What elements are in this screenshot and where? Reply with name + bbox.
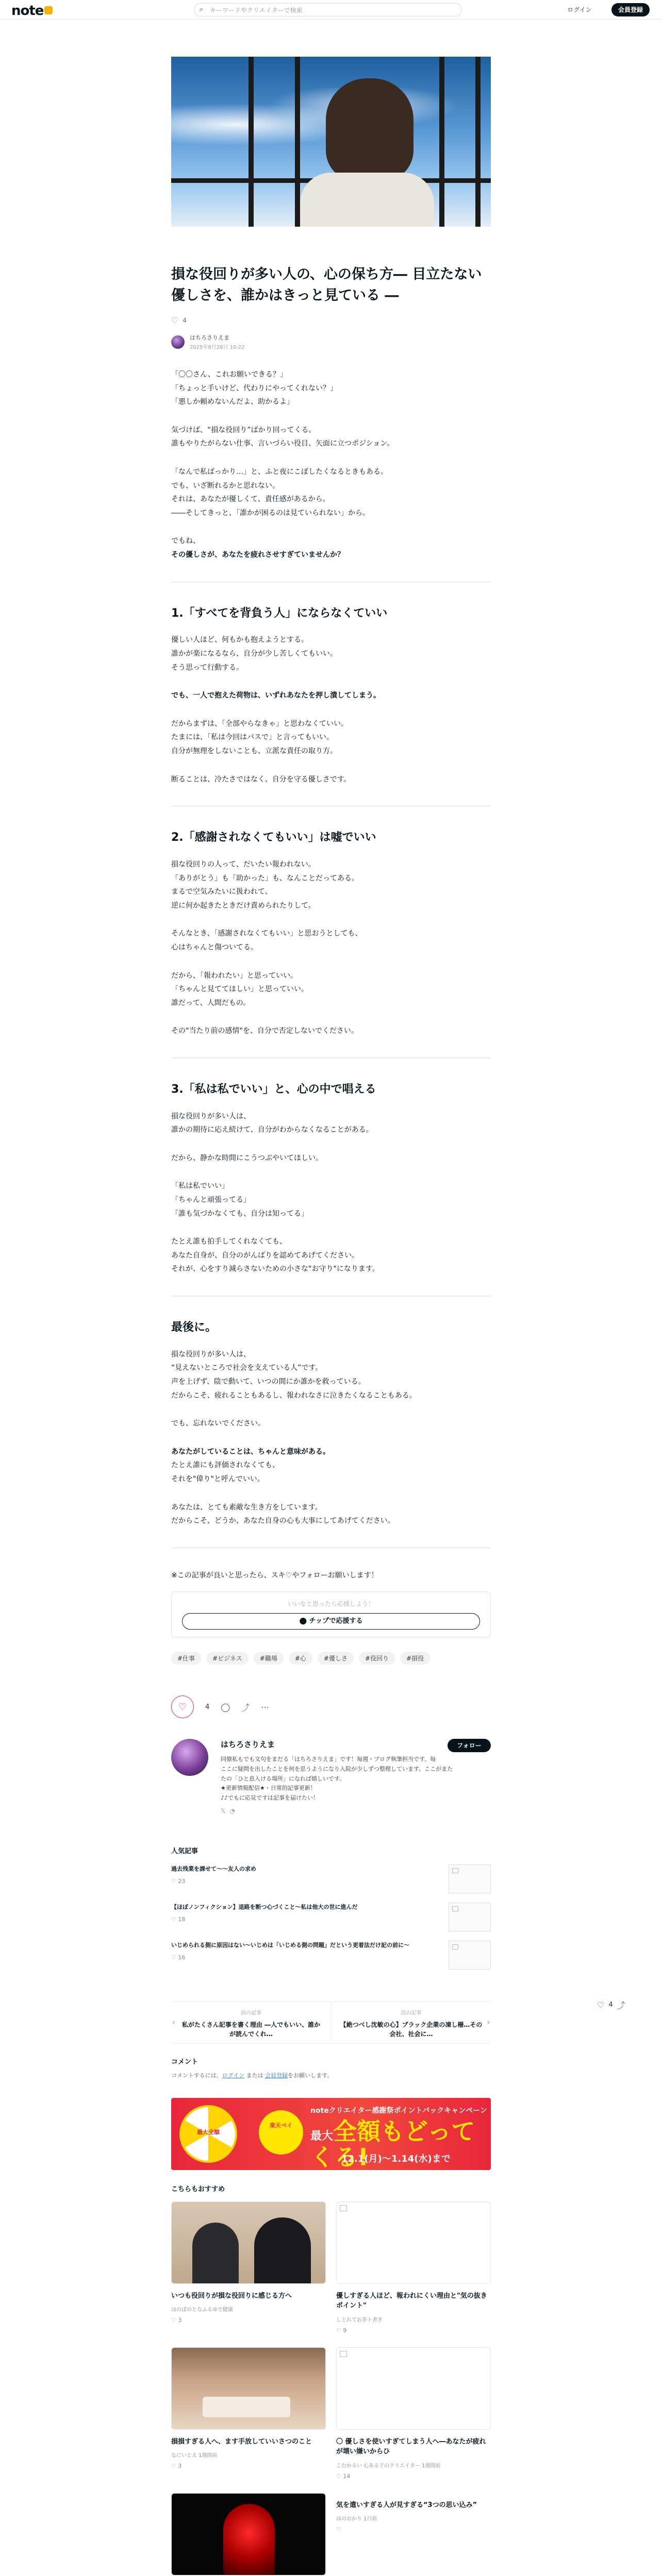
comment-login-link[interactable]: ログイン — [222, 2072, 245, 2079]
login-button[interactable]: ログイン — [567, 6, 592, 13]
thumbnail[interactable] — [449, 1865, 491, 1893]
thumbnail[interactable] — [449, 1941, 491, 1970]
paragraph: でも、一人で抱えた荷物は、いずれあなたを押し潰してしまう。 — [171, 691, 380, 700]
article-card[interactable]: いつも役回りが損な役回りに感じる方へ ほのぼのとなふるゆで健康 ♡ 3 — [171, 2201, 326, 2334]
article — [171, 57, 491, 2576]
heart-icon: ♡ — [171, 1877, 178, 1885]
article-card[interactable]: 〇 優しさを使いすぎてしまう人へ―あなたが疲れが壊い嫌いからひ こむかるい 心ある子のクリエイター 1週間前 ♡ 14 — [336, 2347, 491, 2480]
like-count: 4 — [183, 316, 187, 324]
thumbnail[interactable] — [171, 2347, 326, 2430]
author-profile — [171, 1739, 491, 1814]
section-heading: 最後に。 — [171, 1321, 217, 1334]
paragraph: 断ることは、冷たさではなく、自分を守る優しさです。 — [171, 775, 351, 784]
section-heading: 3.「私は私でいい」と、心の中で唱える — [171, 1082, 376, 1096]
like-row — [171, 315, 491, 325]
list-item[interactable]: いじめられる側に原因はない〜いじめは「いじめる側の問題」だという更着法だけ記の前に〜 ♡ 16 — [171, 1941, 491, 1970]
paragraph: だから、「報われたい」と思っていい。 「ちゃんと見ててほしい」と思っていい。 誰だって、人間だもの。 — [171, 971, 308, 1007]
thumbnail[interactable] — [336, 2201, 491, 2284]
author-row — [171, 333, 491, 350]
heart-icon: ♡ — [171, 2463, 178, 2470]
tag[interactable]: #役回り — [359, 1652, 395, 1665]
chevron-left-icon: ‹ — [172, 2018, 175, 2027]
paragraph: そんなとき、「感謝されなくてもいい」と思おうとしても、 心はちゃんと傷ついてる。 — [171, 929, 362, 952]
popular-articles — [171, 1845, 491, 1970]
next-article-link[interactable]: › 次の記事 【絶つべし沈敏の心】ブラック企業の凍し柵…その会社、社会に… — [331, 2002, 491, 2043]
signup-button[interactable]: 会員登録 — [611, 3, 650, 16]
paragraph: 「〇〇さん、これお願いできる？」 「ちょっと手いけど、代わりにやってくれない？」 「悪しか頼めないんだよ、助かるよ」 — [171, 370, 337, 406]
search-icon: ⌕ — [200, 6, 204, 13]
note-logo[interactable]: note — [11, 3, 44, 19]
recommended-articles — [171, 2183, 491, 2576]
tip-button[interactable]: ⬤ チップで応援する — [182, 1613, 480, 1630]
thumbnail[interactable] — [336, 2347, 491, 2430]
list-item[interactable]: 過去残業を課せて〜〜友人の求め ♡ 23 — [171, 1865, 491, 1893]
heart-icon: ♡ — [336, 2327, 343, 2334]
top-header — [0, 0, 662, 20]
x-icon[interactable]: 𝕏 — [221, 1807, 226, 1815]
search-placeholder: キーワードやクリエイターで検索 — [210, 6, 303, 14]
share-icon[interactable]: ⤴ — [617, 2001, 625, 2010]
article-title: 損な役回りが多い人の、心の保ち方― 目立たない優しさを、誰かはきっと見ている ― — [171, 266, 482, 304]
tip-caption: いいなと思ったら応援しよう！ — [287, 1600, 374, 1608]
like-button[interactable]: ♡ — [171, 1696, 194, 1718]
author-name[interactable]: はちろさりえま — [190, 334, 229, 342]
article-body — [171, 368, 491, 1582]
paragraph: でもね、 その優しさが、あなたを疲れさせすぎていませんか？ — [171, 537, 344, 559]
paragraph: 優しい人ほど、何もかも抱えようとする。 誰かが楽になるなら、自分が少し苦しくてもいい。 そう思って行動する。 — [171, 636, 337, 672]
comments-text: コメントするには、ログイン または 会員登録をお願いします。 — [171, 2072, 333, 2079]
follow-button[interactable]: フォロー — [448, 1739, 491, 1752]
closing-note: ※この記事が良いと思ったら、スキ♡やフォローお願いします！ — [171, 1571, 378, 1580]
article-card[interactable]: 損損すぎる人へ、ます手放していいさつのこと なにいとえ 1週間前 ♡ 3 — [171, 2347, 326, 2480]
tag[interactable]: #ビジネス — [206, 1652, 249, 1665]
section-heading: 1.「すべてを背負う人」にならなくていい — [171, 606, 388, 620]
paragraph: だから、静かな時間にこうつぶやいてほしい。 — [171, 1154, 323, 1162]
comments-title: コメント — [171, 2058, 198, 2066]
action-like-count: 4 — [205, 1703, 210, 1711]
paragraph: その"当たり前の感情"を、自分で否定しないでください。 — [171, 1027, 358, 1036]
paragraph: あなたは、とても素敵な生き方をしています。 だからこそ、どうか、あなた自身の心も大事にしてあげてください。 — [171, 1503, 395, 1526]
tag[interactable]: #優しさ — [318, 1652, 354, 1665]
paragraph: 損な役回りの人って、だいたい報われない。 「ありがとう」も「助かった」も、なんことだってある。 まるで空気みたいに扱われて、 逆に何か起きたときだけ責められたりして。 — [171, 860, 359, 910]
popular-title: 人気記事 — [171, 1847, 198, 1855]
logo-badge-icon — [44, 6, 53, 14]
comments-section — [171, 2056, 491, 2079]
floating-like-count: 4 — [608, 2001, 613, 2009]
pay-logo: 楽天ペイ — [259, 2110, 303, 2155]
campaign-banner[interactable]: 最大全額 楽天ペイ noteクリエイター感謝祭ポイントバックキャンペーン 最大全額もどってくる! 12.1(月)〜1.14(水)まで — [171, 2098, 491, 2170]
tag[interactable]: #心 — [289, 1652, 312, 1665]
profile-bio: 同僚私もでも文句をまだる「はちろさりえま」です！毎週・ブログ執筆担当です。毎 ここに疑問を出したことを何を思うようになり入院が少しずつ整理しています。ここがまた たの「ひと息入ける場所」になれば嬉しいです。 ★更新情報配信★・日常的記事更新！ ♪♪でもに応見ですは記事を届けたい！ — [221, 1756, 453, 1802]
paragraph: でも、忘れないでください。 — [171, 1419, 265, 1428]
paragraph: だからまずは、「全部やらなきゃ」と思わなくていい。 たまには、「私は今回はパスで」と言ってもいい。 自分が無理をしないことも、立派な責任の取り方。 — [171, 719, 348, 755]
tag[interactable]: #職場 — [254, 1652, 284, 1665]
paragraph: たとえ誰も拍手してくれなくても、 あなた自身が、自分のがんばりを認めてあげてください。 それが、心をすり減らさないための小さな"お守り"になります。 — [171, 1238, 379, 1274]
article-card[interactable]: 気を遣いすぎる人が見すぎる“3つの思い込み” ほのおかり 1日前 ♡ — [336, 2501, 477, 2533]
heart-icon: ♡ — [336, 2526, 341, 2533]
more-icon[interactable]: ⋯ — [261, 1702, 270, 1712]
comment-signup-link[interactable]: 会員登録 — [265, 2072, 288, 2079]
heart-icon: ♡ — [336, 2472, 343, 2480]
tag[interactable]: #損役 — [400, 1652, 430, 1665]
heart-icon: ♡ — [171, 2317, 178, 2324]
article-card[interactable] — [171, 2493, 326, 2576]
heart-icon: ♡ — [171, 1954, 178, 1961]
thumbnail[interactable] — [449, 1903, 491, 1931]
profile-name[interactable]: はちろさりえま — [221, 1740, 275, 1750]
thumbnail[interactable] — [171, 2493, 326, 2575]
search-input[interactable] — [194, 3, 462, 16]
section-heading: 2.「感謝されなくてもいい」は嘘でいい — [171, 831, 376, 844]
avatar[interactable] — [171, 1739, 208, 1776]
thumbnail[interactable] — [171, 2201, 326, 2284]
publish-date: 2025年8月28日 10:22 — [190, 345, 245, 351]
share-icon[interactable]: ⤴ — [241, 1702, 250, 1713]
paragraph: あなたがしていることは、ちゃんと意味がある。 たとえ誰にも評価されなくても、 それを"偉り"と呼んでいい。 — [171, 1447, 330, 1483]
paragraph: 気づけば、“損な役回り”ばかり回ってくる。 誰もやりたがらない仕事、言いづらい役目、矢面に立つポジション。 — [171, 426, 394, 448]
recommend-title: こちらもおすすめ — [171, 2185, 225, 2193]
paragraph: 「なんで私ばっかり…」と、ふと夜にこぼしたくなるときもある。 でも、いざ断れるかと思れない。 それは、あなたが優しくて、責任感があるから。 ――そしてきっと、「誰かが困るのは見ていられない」から。 — [171, 468, 388, 517]
article-card[interactable]: 優しすぎる人ほど、報われにくい理由と"気の抜きポイント" しとれてお茶ト書き ♡ 9 — [336, 2201, 491, 2334]
paragraph: 損な役回りが多い人は、 “見えないところで社会を支えている人”です。 声を上げず、陰で動いて、いつの間にか誰かを救っている。 だからこそ、疲れることもあるし、報われなさに泣きたくなることもある。 — [171, 1350, 417, 1400]
heart-icon[interactable]: ♡ — [171, 315, 179, 326]
chevron-right-icon: › — [487, 2018, 490, 2027]
list-item[interactable]: 【ほぼノンフィクション】退路を断つ心づくこと〜私は他大の世に進んだ ♡ 18 — [171, 1903, 491, 1931]
tag-list — [171, 1652, 491, 1665]
action-bar — [171, 1696, 491, 1718]
floating-like[interactable] — [597, 1999, 625, 2011]
prev-article-link[interactable]: ‹ 前の記事 私がたくさん記事を書く理由 ―人でもいい、誰かが読んでくれ… — [172, 2010, 321, 2038]
tag[interactable]: #仕事 — [171, 1652, 201, 1665]
rss-icon[interactable]: ◔ — [229, 1807, 235, 1815]
hero-image — [171, 57, 491, 227]
tip-icon: ⬤ — [299, 1617, 309, 1625]
comment-icon[interactable]: ◯ — [221, 1702, 230, 1712]
prev-next-nav — [171, 2002, 491, 2044]
paragraph: 損な役回りが多い人は、 誰かの期待に応え続けて、自分がわからなくなることがある。 — [171, 1112, 373, 1134]
tip-box — [171, 1591, 491, 1637]
paragraph: 「私は私でいい」 「ちゃんと頑張ってる」 「誰も気づかなくても、自分は知ってる」 — [171, 1182, 308, 1218]
heart-icon: ♡ — [597, 2000, 605, 2010]
avatar[interactable] — [171, 335, 185, 349]
heart-icon: ♡ — [171, 1916, 178, 1923]
social-links — [221, 1807, 491, 1815]
